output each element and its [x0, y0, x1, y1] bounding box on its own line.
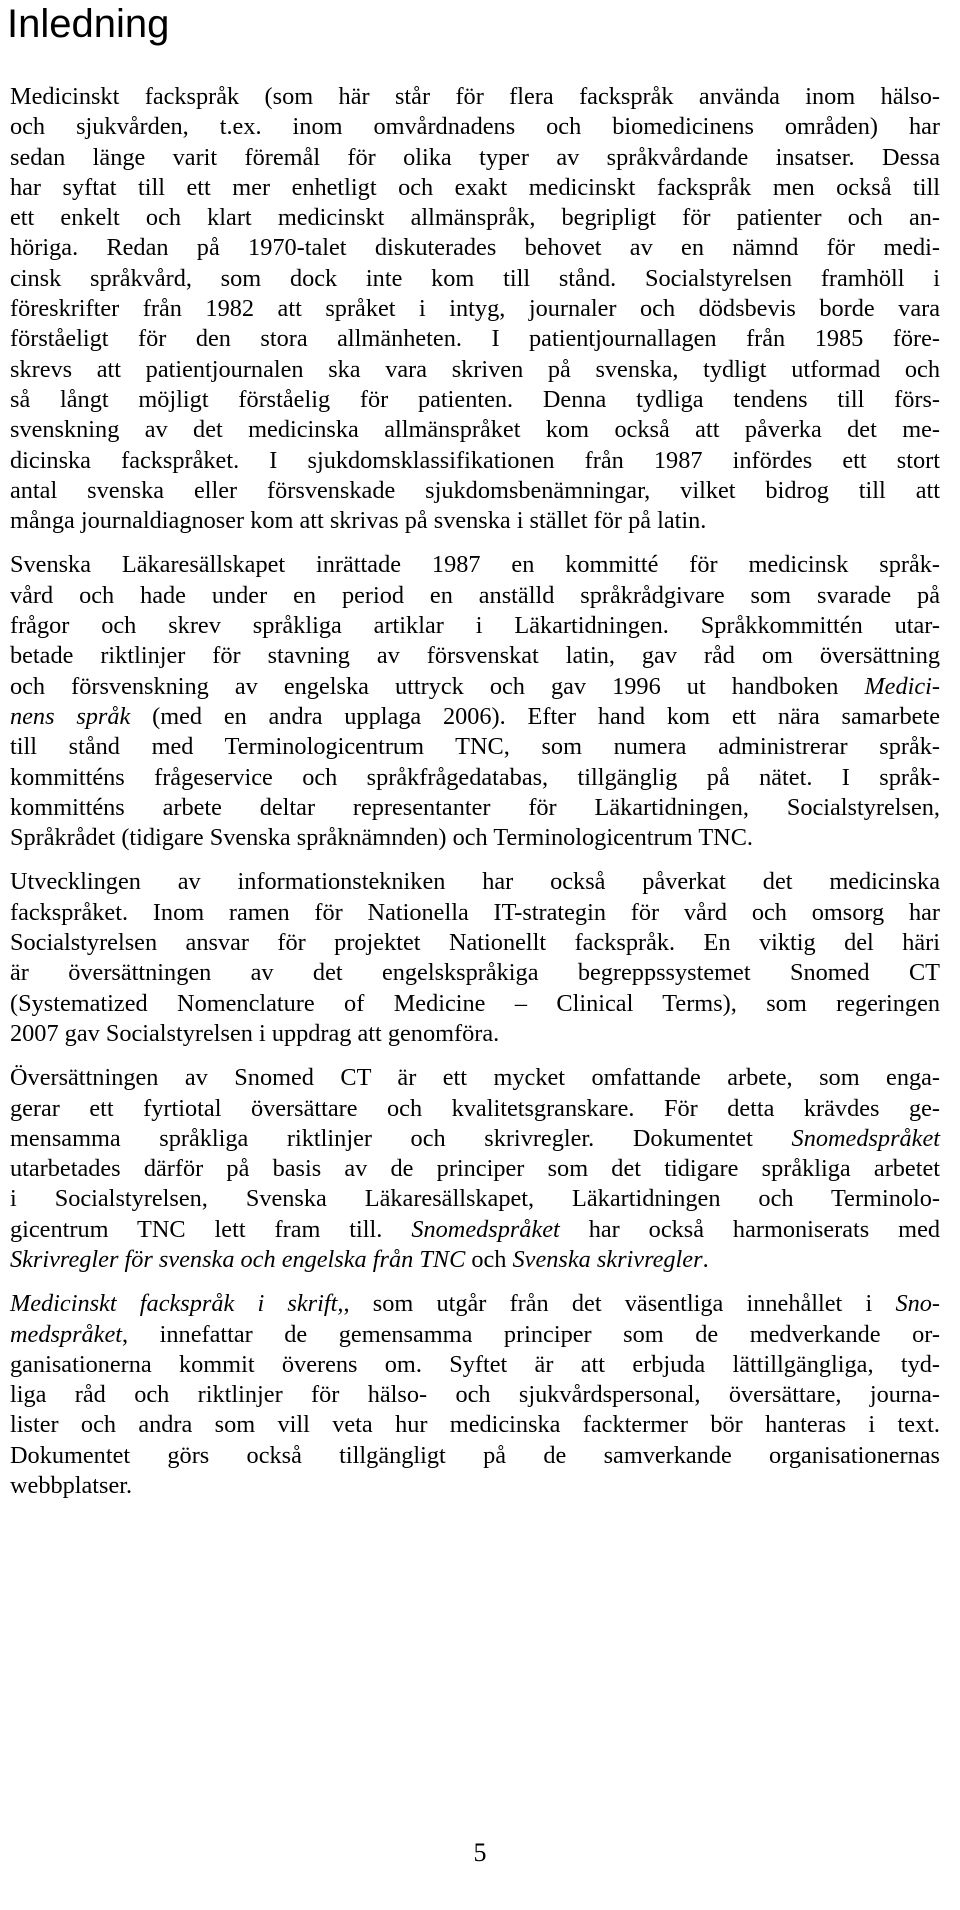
text-line: gerar ett fyrtiotal översättare och kvalitetsgranskare. För detta krävdes ge- — [10, 1094, 940, 1122]
text-line: ett enkelt och klart medicinskt allmänspråk, begripligt för patienter och an- — [10, 204, 940, 232]
text-line: har syftat till ett mer enhetligt och exakt medicinskt fackspråk men också till — [10, 173, 940, 201]
book-title: Medici- — [864, 672, 940, 700]
text-line — [10, 1124, 940, 1154]
text-line: cinsk språkvård, som dock inte kom till stånd. Socialstyrelsen framhöll i — [10, 264, 940, 292]
text-line: Översättningen av Snomed CT är ett mycket omfattande arbete, som enga- — [10, 1064, 940, 1092]
text-line — [10, 1245, 940, 1275]
text-line: i Socialstyrelsen, Svenska Läkaresällskapet, Läkartidningen och Terminolo- — [10, 1185, 940, 1213]
text-line: 2007 gav Socialstyrelsen i uppdrag att genomföra. — [10, 1019, 500, 1047]
text-run: har också harmoniserats med — [559, 1215, 940, 1243]
text-run: , innefattar de gemensamma principer som de medverkande or- — [122, 1320, 940, 1348]
text-line: förståeligt för den stora allmänheten. I patientjournallagen från 1985 före- — [10, 325, 940, 353]
text-line: liga råd och riktlinjer för hälso- och sjukvårdspersonal, översättare, journa- — [10, 1381, 940, 1409]
text-line: Medicinskt fackspråk (som här står för flera fackspråk använda inom hälso- — [10, 83, 940, 110]
text-line: svenskning av det medicinska allmänspråket kom också att påverka det me- — [10, 416, 940, 444]
page-number: 5 — [473, 1838, 487, 1867]
text-line: betade riktlinjer för stavning av försvenskat latin, gav råd om översättning — [10, 642, 940, 670]
text-line — [10, 672, 940, 702]
text-run: gicentrum TNC lett fram till. — [10, 1215, 412, 1243]
text-line: Utvecklingen av informationstekniken har också påverkat det medicinska — [10, 868, 940, 896]
text-line — [10, 1320, 940, 1350]
text-line: (Systematized Nomenclature of Medicine – Clinical Terms), som regeringen — [10, 989, 940, 1017]
text-line: ganisationerna kommit överens om. Syftet är att erbjuda lättillgängliga, tyd- — [10, 1350, 940, 1378]
paragraph-3 — [10, 867, 940, 1049]
text-line: kommitténs frågeservice och språkfrågedatabas, tillgänglig på nätet. I språk- — [10, 763, 940, 791]
paragraph-5 — [10, 1289, 940, 1501]
text-line: webbplatser. — [10, 1472, 133, 1500]
text-run: , som utgår från det väsentliga innehållet i — [343, 1290, 896, 1318]
text-run: och försvenskning av engelska uttryck och gav 1996 ut handboken — [10, 672, 865, 700]
document-title: Snomedspråket — [791, 1124, 940, 1152]
text-line: så långt möjligt förståelig för patienten. Denna tydliga tendens till förs- — [10, 385, 940, 413]
text-line: frågor och skrev språkliga artiklar i Läkartidningen. Språkkommittén utar- — [10, 612, 940, 640]
text-line: föreskrifter från 1982 att språket i intyg, journaler och dödsbevis borde vara — [10, 295, 940, 323]
text-line: vård och hade under en period en anställd språkrådgivare som svarade på — [10, 581, 940, 609]
text-line: Språkrådet (tidigare Svenska språknämnden) och Terminologicentrum TNC. — [10, 824, 753, 852]
text-line: utarbetades därför på basis av de principer som det tidigare språkliga arbetet — [10, 1155, 940, 1183]
document-title: Sno- — [895, 1290, 940, 1318]
paragraph-4 — [10, 1063, 940, 1275]
text-run: och — [465, 1245, 513, 1273]
document-title: Svenska skrivregler — [512, 1245, 703, 1273]
text-line: skrevs att patientjournalen ska vara skriven på svenska, tydligt utformad och — [10, 355, 940, 383]
section-heading: Inledning — [7, 2, 170, 46]
text-run: . — [702, 1245, 709, 1273]
text-line: antal svenska eller försvenskade sjukdomsbenämningar, vilket bidrog till att — [10, 476, 940, 504]
text-line — [10, 1289, 940, 1319]
text-line — [10, 1215, 940, 1245]
text-line: fackspråket. Inom ramen för Nationella IT-strategin för vård och omsorg har — [10, 898, 940, 926]
text-line: Svenska Läkaresällskapet inrättade 1987 en kommitté för medicinsk språk- — [10, 551, 940, 579]
text-line: sedan länge varit föremål för olika typer av språkvårdande insatser. Dessa — [10, 143, 940, 171]
text-line: dicinska fackspråket. I sjukdomsklassifikationen från 1987 infördes ett stort — [10, 446, 940, 474]
document-title: Snomedspråket — [411, 1215, 560, 1243]
text-run: mensamma språkliga riktlinjer och skrivregler. Dokumentet — [10, 1124, 792, 1152]
text-line: lister och andra som vill veta hur medicinska facktermer bör hanteras i text. — [10, 1411, 940, 1439]
text-line: kommitténs arbete deltar representanter för Läkartidningen, Socialstyrelsen, — [10, 793, 940, 821]
text-run: (med en andra upplaga 2006). Efter hand kom ett nära samarbete — [152, 702, 940, 730]
text-line: många journaldiagnoser kom att skrivas på svenska i stället för på latin. — [10, 507, 707, 535]
document-title: medspråket — [10, 1320, 123, 1348]
text-line: är översättningen av det engelskspråkiga begreppssystemet Snomed CT — [10, 959, 940, 987]
text-line — [10, 702, 940, 732]
text-line: till stånd med Terminologicentrum TNC, som numera administrerar språk- — [10, 733, 940, 761]
text-line: höriga. Redan på 1970-talet diskuterades behovet av en nämnd för medi- — [10, 234, 940, 262]
document-title: Medicinskt fackspråk i skrift, — [10, 1290, 344, 1318]
paragraph-1 — [10, 82, 940, 536]
body-text — [10, 82, 940, 1515]
book-title: nens språk — [10, 702, 131, 730]
document-title: Skrivregler för svenska och engelska från TNC — [10, 1245, 466, 1273]
text-line: och sjukvården, t.ex. inom omvårdnadens och biomedicinens områden) har — [10, 113, 940, 141]
text-line: Dokumentet görs också tillgängligt på de samverkande organisationernas — [10, 1441, 940, 1469]
paragraph-2 — [10, 550, 940, 853]
text-line: Socialstyrelsen ansvar för projektet Nationellt fackspråk. En viktig del häri — [10, 929, 940, 957]
